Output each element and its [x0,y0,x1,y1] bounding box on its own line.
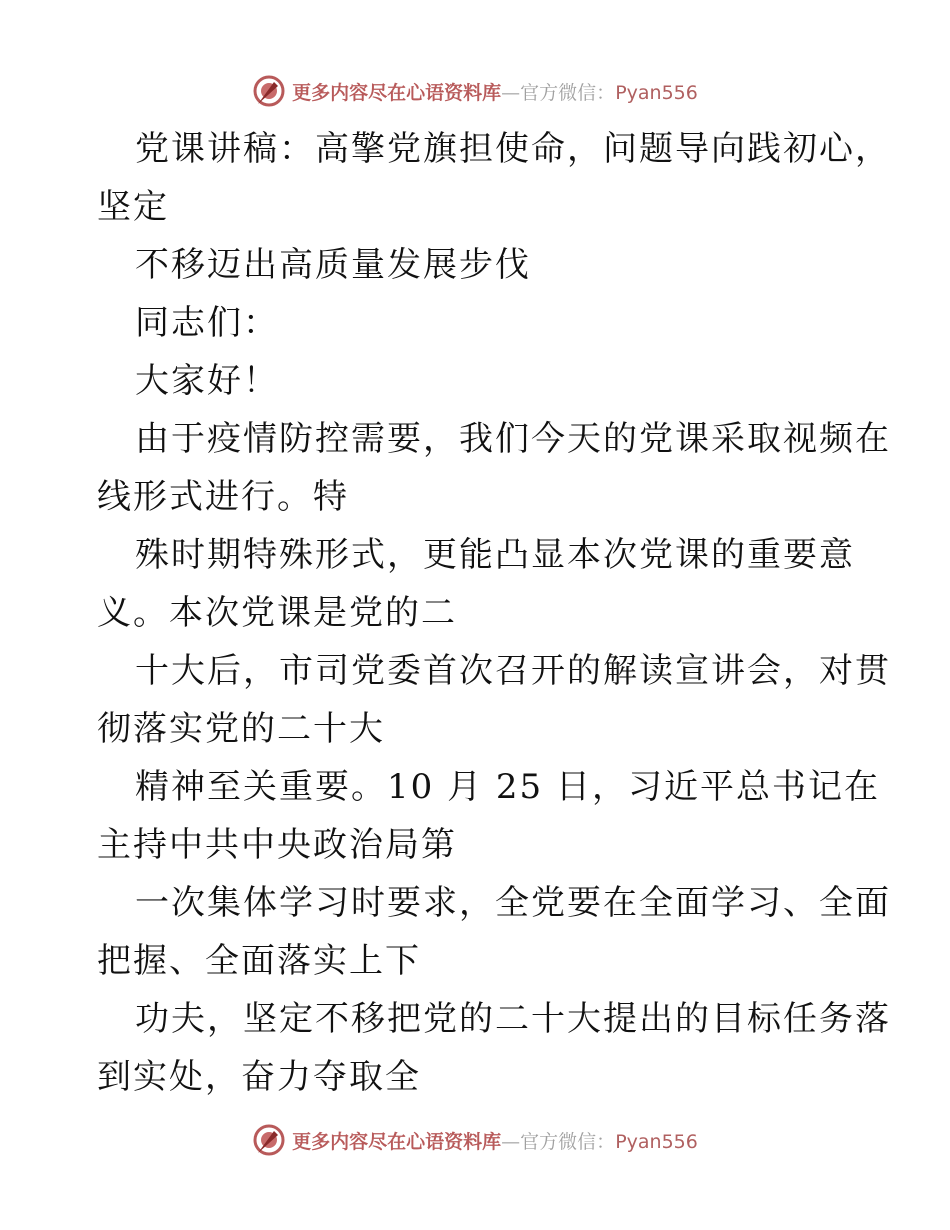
doc-line: 功夫，坚定不移把党的二十大提出的目标任务落 [135,999,891,1039]
footer-banner-dash: — [501,1130,521,1153]
footer-banner-main: 更多内容尽在心语资料库 [292,1130,502,1153]
doc-line: 殊时期特殊形式，更能凸显本次党课的重要意 [135,535,855,575]
doc-line: 由于疫情防控需要，我们今天的党课采取视频在 [135,419,891,459]
doc-line: 精神至关重要。10 月 25 日，习近平总书记在 [135,767,880,807]
doc-line: 彻落实党的二十大 [97,709,385,749]
doc-line-greeting: 大家好！ [135,361,279,401]
doc-line-title-2: 不移迈出高质量发展步伐 [135,245,531,285]
doc-line: 十大后，市司党委首次召开的解读宣讲会，对贯 [135,651,891,691]
footer-banner-text [292,1127,698,1154]
header-banner-text [292,78,698,105]
doc-line: 义。本次党课是党的二 [97,593,457,633]
footer-banner-wechat-id: Pyan556 [615,1130,698,1153]
header-banner-dash: — [501,81,521,104]
doc-line-title: 党课讲稿：高擎党旗担使命，问题导向践初心， [135,129,891,169]
quill-logo-icon [252,1123,286,1157]
doc-line: 一次集体学习时要求，全党要在全面学习、全面 [135,883,891,923]
header-banner-wechat-id: Pyan556 [615,81,698,104]
footer-watermark-banner [0,1120,950,1160]
document-body [97,120,891,1106]
header-banner-main: 更多内容尽在心语资料库 [292,81,502,104]
header-banner-wechat-label: 官方微信： [520,81,616,104]
quill-logo-icon [252,74,286,108]
doc-line: 到实处，奋力夺取全 [97,1057,421,1097]
doc-line: 线形式进行。特 [97,477,349,517]
doc-line: 把握、全面落实上下 [97,941,421,981]
doc-line-salutation: 同志们： [135,303,279,343]
doc-line-title-cont: 坚定 [97,187,169,227]
doc-line: 主持中共中央政治局第 [97,825,457,865]
footer-banner-wechat-label: 官方微信： [520,1130,616,1153]
header-watermark-banner [0,71,950,111]
